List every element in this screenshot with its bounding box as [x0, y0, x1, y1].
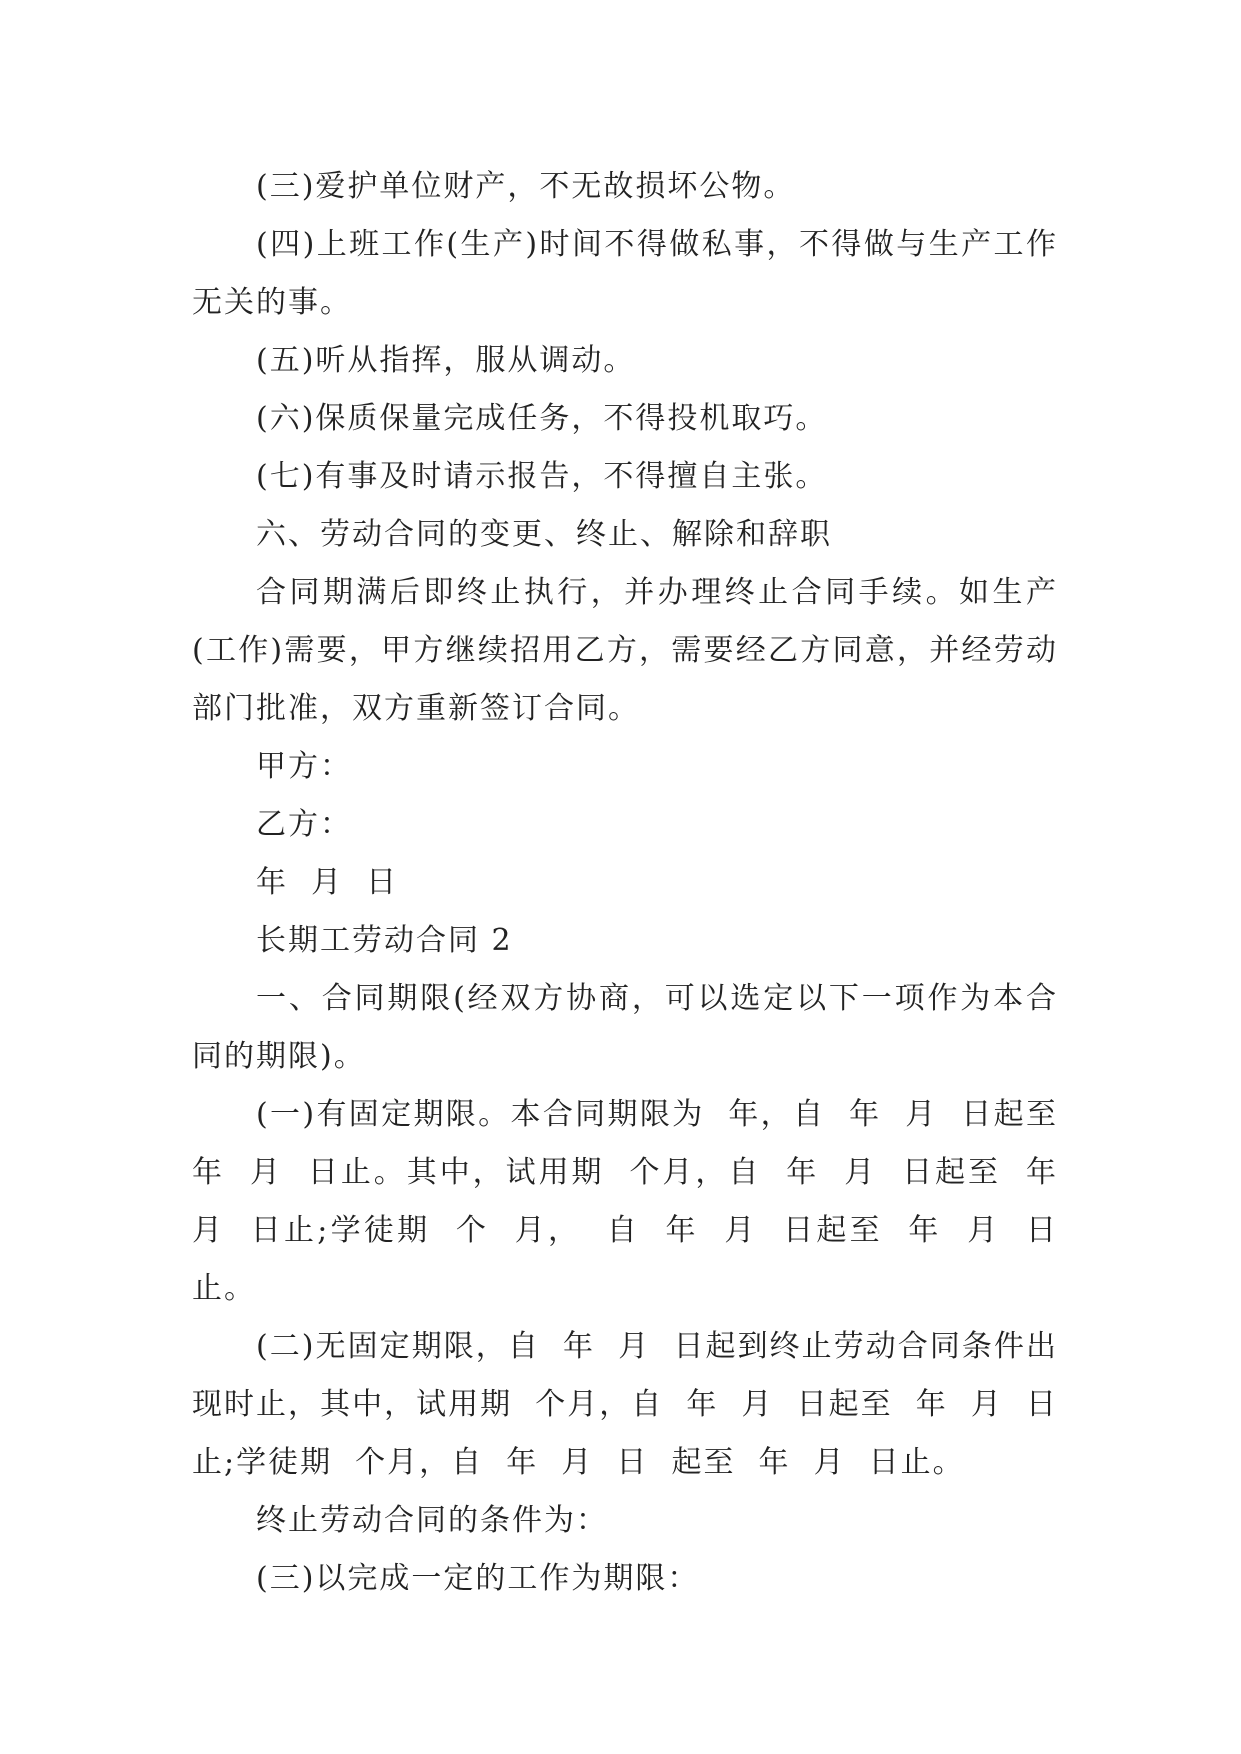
paragraph-termination-conditions: 终止劳动合同的条件为：: [256, 1503, 608, 1538]
party-b-label: 乙方：: [256, 807, 352, 842]
paragraph-2: (四)上班工作(生产)时间不得做私事，不得做与生产工作无关的事。: [192, 227, 1058, 320]
paragraph-3: (五)听从指挥，服从调动。: [256, 343, 636, 378]
date-line: 年 月 日: [256, 865, 399, 900]
section-heading-6: 六、劳动合同的变更、终止、解除和辞职: [256, 517, 832, 552]
paragraph-task-term: (三)以完成一定的工作为期限：: [256, 1561, 700, 1596]
document-body: [192, 158, 1082, 1608]
party-a-label: 甲方：: [256, 749, 352, 784]
paragraph-open-term: (二)无固定期限，自 年 月 日起到终止劳动合同条件出现时止，其中，试用期 个月，自 年 月 日起至 年 月 日止;学徒期 个月，自 年 月 日 起至 年 月 日止。: [192, 1329, 1058, 1480]
paragraph-7: 合同期满后即终止执行，并办理终止合同手续。如生产(工作)需要，甲方继续招用乙方，需要经乙方同意，并经劳动部门批准，双方重新签订合同。: [192, 575, 1058, 726]
paragraph-term: 一、合同期限(经双方协商，可以选定以下一项作为本合同的期限)。: [192, 981, 1058, 1074]
paragraph-1: (三)爱护单位财产，不无故损坏公物。: [256, 169, 796, 204]
paragraph-5: (七)有事及时请示报告，不得擅自主张。: [256, 459, 828, 494]
paragraph-4: (六)保质保量完成任务，不得投机取巧。: [256, 401, 828, 436]
contract-title-2: 长期工劳动合同 2: [256, 923, 513, 958]
paragraph-fixed-term: (一)有固定期限。本合同期限为 年，自 年 月 日起至 年 月 日止。其中，试用期 个月，自 年 月 日起至 年 月 日止;学徒期 个 月， 自 年 月 日起至 年 月 日止。: [192, 1097, 1082, 1306]
